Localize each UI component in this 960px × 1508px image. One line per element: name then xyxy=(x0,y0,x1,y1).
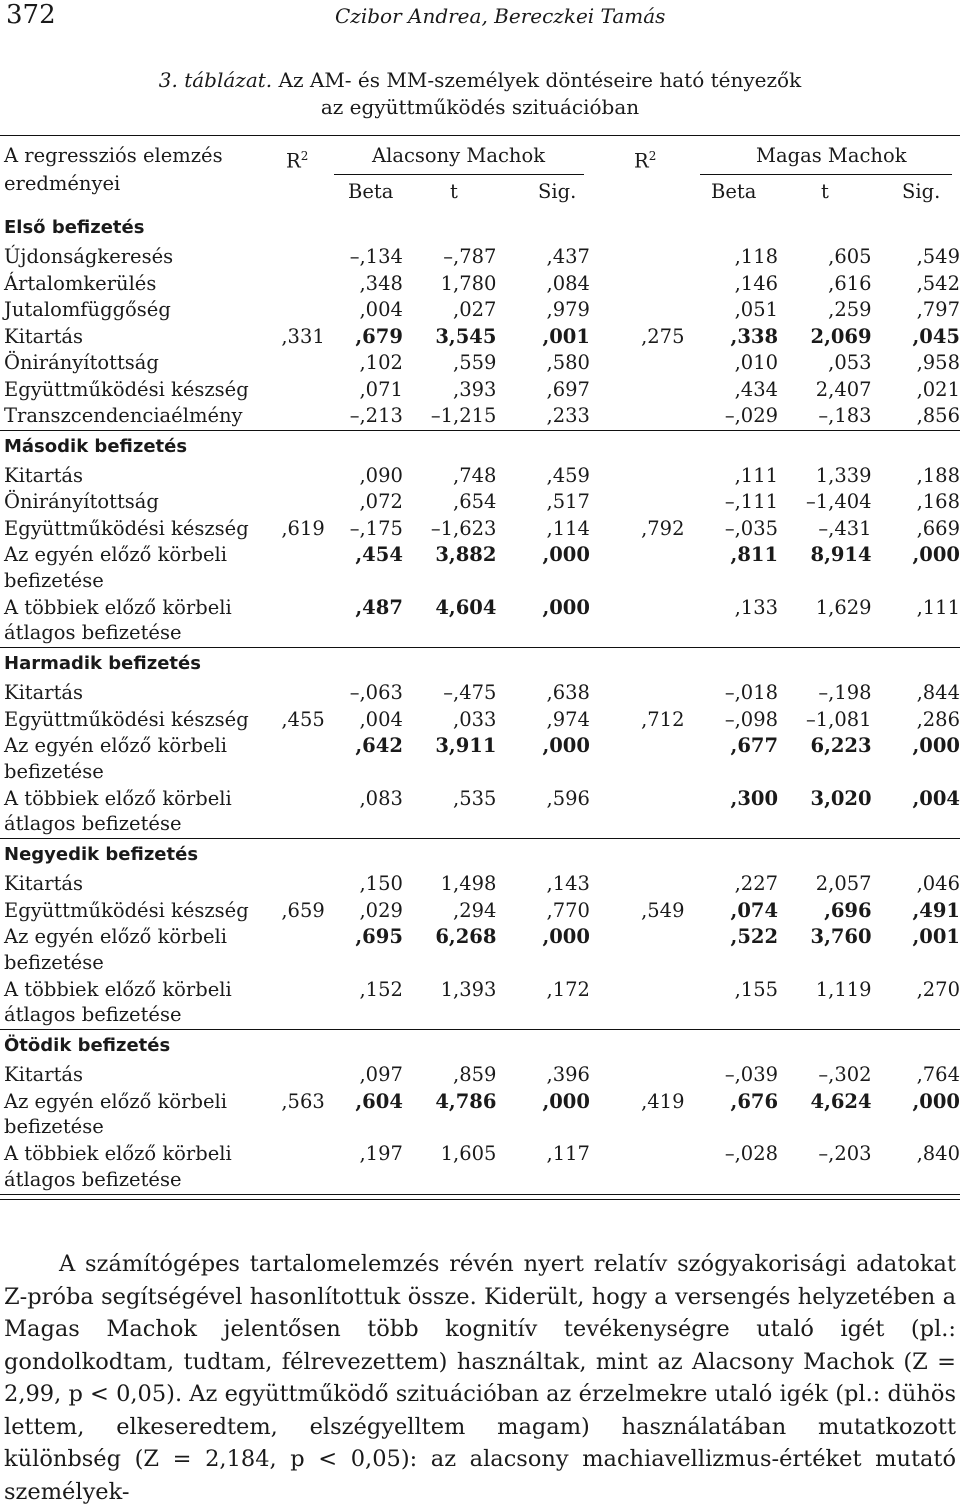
r2-low-cell xyxy=(273,463,324,490)
table-header-col1-line2: eredményei xyxy=(4,172,121,195)
table-row xyxy=(0,350,960,377)
table-row xyxy=(0,977,960,1004)
t-high-cell: 3,760 xyxy=(810,925,872,948)
t-low-cell: ,393 xyxy=(453,377,497,401)
r2-low-cell xyxy=(273,244,324,271)
predictor-label: Az egyén előző körbeli xyxy=(4,925,227,948)
r2-high-cell: ,549 xyxy=(641,898,685,922)
regression-table-body xyxy=(0,212,960,1194)
table-row xyxy=(0,595,960,622)
table-row xyxy=(0,924,960,951)
table-row xyxy=(0,542,960,569)
beta-low-cell: ,679 xyxy=(355,324,403,348)
predictor-label: Kitartás xyxy=(4,872,84,895)
predictor-label: Kitartás xyxy=(4,324,84,348)
sig-high-cell: ,958 xyxy=(916,351,960,374)
beta-low-cell: –,134 xyxy=(349,245,403,268)
sig-high-cell: ,797 xyxy=(916,298,960,321)
header-beta-low: Beta xyxy=(348,180,394,203)
r2-high-cell xyxy=(590,595,685,622)
table-row xyxy=(0,680,960,707)
table-row xyxy=(0,271,960,298)
table-caption-line2: az együttműködés szituációban xyxy=(320,95,640,119)
t-low-cell: 1,605 xyxy=(440,1142,497,1165)
t-high-cell: –,183 xyxy=(778,403,872,430)
r2-high-cell xyxy=(590,377,685,404)
beta-low-cell: –,175 xyxy=(349,516,403,540)
beta-low-cell: ,642 xyxy=(355,734,403,757)
t-low-cell: ,535 xyxy=(453,786,497,810)
r2-label: R xyxy=(634,149,649,173)
header-sig-high: Sig. xyxy=(902,180,941,203)
sig-high-cell: ,000 xyxy=(912,1089,960,1113)
t-low-cell: 3,911 xyxy=(435,734,497,757)
predictor-label: Kitartás xyxy=(4,681,84,704)
t-low-cell: 3,882 xyxy=(435,543,497,566)
sig-high-cell: ,549 xyxy=(916,245,960,268)
t-low-cell: ,654 xyxy=(453,490,497,513)
r2-high-cell xyxy=(590,871,685,898)
t-low-cell: 1,393 xyxy=(440,977,497,1001)
beta-low-cell: ,604 xyxy=(355,1089,403,1113)
section-title: Második befizetés xyxy=(4,435,188,457)
predictor-label-continued: átlagos befizetése xyxy=(0,1168,960,1195)
t-low-cell: ,559 xyxy=(453,351,497,374)
predictor-label-continued: átlagos befizetése xyxy=(0,621,960,648)
predictor-label: Ártalomkerülés xyxy=(4,271,157,295)
t-low-cell: ,027 xyxy=(453,298,497,321)
beta-high-cell: ,811 xyxy=(730,543,779,566)
t-low-cell: ,859 xyxy=(453,1063,497,1086)
r2-low-cell xyxy=(273,403,324,430)
running-head: Czibor Andrea, Bereczkei Tamás xyxy=(335,4,666,28)
predictor-label-continued: befizetése xyxy=(4,759,104,783)
section-title: Negyedik befizetés xyxy=(4,844,199,865)
sig-low-cell: ,979 xyxy=(546,298,590,321)
table-header-group-low: Alacsony Machok xyxy=(372,144,546,167)
t-high-cell: 1,339 xyxy=(815,463,872,487)
beta-low-cell: ,029 xyxy=(359,898,403,922)
body-paragraph xyxy=(4,1248,956,1508)
sig-low-cell: ,517 xyxy=(546,490,590,513)
r2-high-cell xyxy=(590,1141,685,1168)
t-low-cell: –,787 xyxy=(443,245,497,268)
table-caption-label: 3. táblázat. xyxy=(158,68,273,92)
beta-low-cell: ,152 xyxy=(359,977,403,1001)
r2-low-cell xyxy=(273,1141,324,1168)
page-number: 372 xyxy=(6,0,56,30)
beta-high-cell: ,010 xyxy=(734,351,779,374)
t-high-cell: –1,404 xyxy=(805,490,872,513)
predictor-label: A többiek előző körbeli xyxy=(4,786,232,810)
beta-high-cell: ,676 xyxy=(730,1089,779,1113)
beta-low-cell: –,213 xyxy=(325,403,403,430)
t-low-cell: 4,786 xyxy=(435,1089,497,1113)
group-high-underline xyxy=(700,174,952,175)
t-high-cell: 2,057 xyxy=(815,872,872,895)
beta-high-cell: ,338 xyxy=(730,324,779,348)
sig-high-cell: ,286 xyxy=(916,707,960,731)
r2-high-cell xyxy=(590,403,685,430)
t-low-cell: –1,623 xyxy=(430,516,497,540)
table-caption-title: Az AM- és MM-személyek döntéseire ható tényezők xyxy=(278,68,802,92)
sig-high-cell: ,001 xyxy=(912,925,960,948)
sig-low-cell: ,114 xyxy=(546,516,590,540)
t-low-cell: 4,604 xyxy=(435,595,497,619)
sig-low-cell: ,000 xyxy=(542,734,590,757)
sig-high-cell: ,764 xyxy=(916,1063,960,1086)
table-row xyxy=(0,324,960,351)
r2-low-cell xyxy=(273,489,324,516)
beta-low-cell: –,063 xyxy=(349,681,403,704)
table-row-continuation xyxy=(0,812,960,839)
predictor-label: Az egyén előző körbeli xyxy=(4,1089,227,1113)
table-row-continuation xyxy=(0,569,960,595)
r2-low-cell xyxy=(273,271,324,298)
r2-label: R xyxy=(286,149,301,173)
sig-high-cell: ,004 xyxy=(912,786,960,810)
predictor-label-continued: átlagos befizetése xyxy=(0,1003,960,1030)
t-high-cell: ,616 xyxy=(828,271,872,295)
sig-low-cell: ,000 xyxy=(542,595,590,619)
table-row-continuation xyxy=(0,951,960,977)
table-row xyxy=(0,489,960,516)
table-row xyxy=(0,463,960,490)
table-row xyxy=(0,1062,960,1089)
predictor-label: Újdonságkeresés xyxy=(4,245,174,268)
table-row xyxy=(0,244,960,271)
predictor-label: Együttműködési készség xyxy=(4,516,249,540)
t-high-cell: –,431 xyxy=(818,516,872,540)
body-paragraph-text: A számítógépes tartalomelemzés révén nyert relatív szógyakorisági adatokat Z-próba segítségével hasonlítottuk össze. Kiderült, hogy a versengés helyzetében a Magas Machok jelentősen több kognitív tevékenységre utaló igét (pl.: gondolkodtam, tudtam, félrevezettem) használtak, mint az Alacsony Machok (Z = 2,99, p < 0,05). Az együttműködő szituációban az érzelmekre utaló igék (pl.: dühös lettem, elkeseredtem, elszégyelltem magam) használatában mutatkozott különbség (Z = 2,184, p < 0,05): az alacsony machiavellizmus-értéket mutató személyek- xyxy=(4,1251,956,1505)
sig-high-cell: ,000 xyxy=(912,543,960,566)
predictor-label-continued: átlagos befizetése xyxy=(0,812,960,839)
r2-sup: 2 xyxy=(300,149,309,163)
header-sig-low: Sig. xyxy=(538,180,577,203)
table-row xyxy=(0,1089,960,1116)
beta-high-cell: –,035 xyxy=(724,516,779,540)
table-caption-line1 xyxy=(0,67,960,94)
beta-low-cell: ,083 xyxy=(359,786,403,810)
table-header-r2-high xyxy=(634,143,656,175)
beta-low-cell: ,487 xyxy=(355,595,403,619)
predictor-label: Jutalomfüggőség xyxy=(4,298,171,321)
table-row xyxy=(0,403,960,430)
r2-high-cell xyxy=(590,489,685,516)
table-row-continuation xyxy=(0,1168,960,1195)
sig-low-cell: ,437 xyxy=(546,245,590,268)
sig-low-cell: ,000 xyxy=(542,1089,590,1113)
r2-low-cell: ,331 xyxy=(281,324,325,348)
table-row xyxy=(0,707,960,734)
table-row xyxy=(0,377,960,404)
r2-high-cell xyxy=(590,463,685,490)
sig-low-cell: ,638 xyxy=(546,681,590,704)
sig-high-cell: ,168 xyxy=(916,490,960,513)
section-heading-row xyxy=(0,430,960,463)
t-high-cell: ,696 xyxy=(824,898,872,922)
t-high-cell: 3,020 xyxy=(810,786,872,810)
r2-high-cell xyxy=(590,350,685,377)
r2-low-cell xyxy=(273,786,324,813)
sig-low-cell: ,974 xyxy=(546,707,590,731)
sig-low-cell: ,580 xyxy=(546,351,590,374)
beta-low-cell: ,090 xyxy=(359,463,403,487)
beta-low-cell: ,150 xyxy=(359,872,403,895)
beta-high-cell: ,227 xyxy=(734,872,779,895)
beta-high-cell: –,028 xyxy=(724,1142,779,1165)
r2-low-cell xyxy=(273,733,324,760)
sig-low-cell: ,770 xyxy=(546,898,590,922)
r2-low-cell: ,563 xyxy=(281,1089,325,1113)
sig-low-cell: ,233 xyxy=(496,403,590,430)
predictor-label-continued: befizetése xyxy=(4,950,104,974)
table-row xyxy=(0,786,960,813)
section-heading-row xyxy=(0,839,960,872)
beta-high-cell: –,029 xyxy=(685,403,779,430)
predictor-label: Önirányítottság xyxy=(4,490,159,513)
sig-low-cell: ,396 xyxy=(546,1063,590,1086)
sig-high-cell: ,021 xyxy=(916,377,960,401)
sig-high-cell: ,046 xyxy=(916,872,960,895)
r2-high-cell: ,275 xyxy=(641,324,685,348)
sig-low-cell: ,697 xyxy=(546,377,590,401)
r2-high-cell xyxy=(590,924,685,951)
t-high-cell: ,259 xyxy=(828,298,872,321)
t-high-cell: 6,223 xyxy=(810,734,872,757)
beta-low-cell: ,004 xyxy=(359,707,403,731)
sig-low-cell: ,143 xyxy=(546,872,590,895)
r2-low-cell: ,619 xyxy=(281,516,325,540)
beta-high-cell: ,434 xyxy=(734,377,779,401)
beta-low-cell: ,695 xyxy=(355,925,403,948)
predictor-label: A többiek előző körbeli xyxy=(4,977,232,1001)
r2-low-cell: ,659 xyxy=(281,898,325,922)
sig-high-cell: ,669 xyxy=(916,516,960,540)
t-high-cell: 2,069 xyxy=(810,324,872,348)
sig-low-cell: ,172 xyxy=(546,977,590,1001)
section-title: Első befizetés xyxy=(4,217,145,238)
r2-low-cell xyxy=(273,350,324,377)
beta-high-cell: –,018 xyxy=(724,681,779,704)
r2-low-cell xyxy=(273,297,324,324)
sig-high-cell: ,856 xyxy=(872,403,960,430)
header-beta-high: Beta xyxy=(711,180,757,203)
t-high-cell: 8,914 xyxy=(810,543,872,566)
r2-high-cell xyxy=(590,680,685,707)
sig-high-cell: ,840 xyxy=(916,1142,960,1165)
t-high-cell: 2,407 xyxy=(815,377,872,401)
sig-high-cell: ,000 xyxy=(912,734,960,757)
table-row xyxy=(0,898,960,925)
page-header xyxy=(0,0,960,34)
beta-high-cell: ,133 xyxy=(734,595,779,619)
table-bottom-rule xyxy=(0,1199,960,1200)
sig-high-cell: ,542 xyxy=(916,271,960,295)
t-high-cell: –,203 xyxy=(818,1142,872,1165)
r2-high-cell: ,712 xyxy=(641,707,685,731)
beta-low-cell: ,072 xyxy=(359,490,403,513)
beta-low-cell: ,097 xyxy=(359,1063,403,1086)
r2-low-cell xyxy=(273,871,324,898)
beta-high-cell: ,146 xyxy=(734,271,779,295)
predictor-label: Együttműködési készség xyxy=(4,377,249,401)
beta-high-cell: ,118 xyxy=(734,245,779,268)
table-header-col1-line1: A regressziós elemzés xyxy=(4,144,223,167)
predictor-label-continued: befizetése xyxy=(4,568,104,592)
beta-high-cell: –,039 xyxy=(724,1063,779,1086)
sig-high-cell: ,111 xyxy=(916,595,960,619)
table-header-r2-low xyxy=(286,143,308,175)
t-high-cell: –,198 xyxy=(818,681,872,704)
t-high-cell: 1,629 xyxy=(815,595,872,619)
r2-high-cell: ,792 xyxy=(641,516,685,540)
sig-high-cell: ,491 xyxy=(912,898,960,922)
t-low-cell: 1,780 xyxy=(440,271,497,295)
table-top-rule xyxy=(0,135,960,136)
beta-low-cell: ,348 xyxy=(359,271,403,295)
table-row-continuation xyxy=(0,760,960,786)
r2-low-cell xyxy=(273,977,324,1004)
sig-low-cell: ,000 xyxy=(542,925,590,948)
t-high-cell: ,053 xyxy=(828,351,872,374)
beta-high-cell: ,051 xyxy=(734,298,779,321)
t-low-cell: –1,215 xyxy=(403,403,497,430)
r2-high-cell xyxy=(590,542,685,569)
t-low-cell: ,748 xyxy=(453,463,497,487)
r2-low-cell xyxy=(273,924,324,951)
r2-high-cell xyxy=(590,244,685,271)
beta-low-cell: ,197 xyxy=(359,1142,403,1165)
beta-high-cell: ,677 xyxy=(730,734,779,757)
sig-high-cell: ,270 xyxy=(916,977,960,1001)
t-high-cell: 4,624 xyxy=(810,1089,872,1113)
beta-high-cell: ,155 xyxy=(734,977,779,1001)
sig-low-cell: ,000 xyxy=(542,543,590,566)
t-low-cell: ,294 xyxy=(453,898,497,922)
beta-low-cell: ,071 xyxy=(359,377,403,401)
beta-high-cell: ,074 xyxy=(730,898,779,922)
t-high-cell: ,605 xyxy=(828,245,872,268)
t-low-cell: 6,268 xyxy=(435,925,497,948)
r2-low-cell xyxy=(273,377,324,404)
sig-low-cell: ,596 xyxy=(546,786,590,810)
predictor-label: Együttműködési készség xyxy=(4,707,249,731)
r2-low-cell xyxy=(273,680,324,707)
table-row xyxy=(0,871,960,898)
r2-high-cell xyxy=(590,786,685,813)
predictor-label: Transzcendenciaélmény xyxy=(0,403,273,430)
t-low-cell: –,475 xyxy=(443,681,497,704)
beta-high-cell: ,111 xyxy=(734,463,779,487)
predictor-label: Kitartás xyxy=(4,1063,84,1086)
beta-high-cell: –,098 xyxy=(724,707,779,731)
predictor-label: Kitartás xyxy=(4,463,84,487)
sig-low-cell: ,084 xyxy=(546,271,590,295)
sig-high-cell: ,045 xyxy=(912,324,960,348)
r2-high-cell: ,419 xyxy=(641,1089,685,1113)
table-row xyxy=(0,297,960,324)
t-high-cell: –,302 xyxy=(818,1063,872,1086)
beta-low-cell: ,004 xyxy=(359,298,403,321)
table-row xyxy=(0,1141,960,1168)
t-low-cell: 3,545 xyxy=(435,324,497,348)
predictor-label: Együttműködési készség xyxy=(4,898,249,922)
table-row xyxy=(0,516,960,543)
t-low-cell: ,033 xyxy=(453,707,497,731)
sig-low-cell: ,117 xyxy=(546,1142,590,1165)
section-heading-row xyxy=(0,212,960,244)
table-row-continuation xyxy=(0,621,960,648)
r2-high-cell xyxy=(590,271,685,298)
r2-low-cell xyxy=(273,1062,324,1089)
r2-high-cell xyxy=(590,733,685,760)
predictor-label: A többiek előző körbeli xyxy=(4,595,232,619)
r2-high-cell xyxy=(590,1062,685,1089)
r2-sup: 2 xyxy=(648,149,657,163)
t-high-cell: 1,119 xyxy=(815,977,872,1001)
beta-high-cell: ,300 xyxy=(730,786,779,810)
t-high-cell: –1,081 xyxy=(805,707,872,731)
section-heading-row xyxy=(0,1030,960,1063)
header-t-low: t xyxy=(450,180,458,203)
predictor-label: A többiek előző körbeli xyxy=(4,1142,232,1165)
table-row-continuation xyxy=(0,1003,960,1030)
table-header-group-high: Magas Machok xyxy=(756,144,907,167)
predictor-label-continued: befizetése xyxy=(4,1115,104,1138)
predictor-label: Önirányítottság xyxy=(4,351,159,374)
r2-high-cell xyxy=(590,977,685,1004)
beta-high-cell: –,111 xyxy=(724,490,779,513)
beta-low-cell: ,102 xyxy=(359,351,403,374)
section-heading-row xyxy=(0,648,960,681)
r2-high-cell xyxy=(590,297,685,324)
sig-high-cell: ,844 xyxy=(916,681,960,704)
section-title: Harmadik befizetés xyxy=(4,653,201,674)
header-t-high: t xyxy=(821,180,829,203)
beta-low-cell: ,454 xyxy=(355,543,403,566)
r2-low-cell xyxy=(273,542,324,569)
table-row-continuation xyxy=(0,1115,960,1141)
group-low-underline xyxy=(334,174,584,175)
beta-high-cell: ,522 xyxy=(730,925,779,948)
regression-table xyxy=(0,212,960,1195)
sig-low-cell: ,001 xyxy=(542,324,590,348)
t-low-cell: 1,498 xyxy=(440,872,497,895)
predictor-label: Az egyén előző körbeli xyxy=(4,734,227,757)
r2-low-cell: ,455 xyxy=(281,707,325,731)
sig-high-cell: ,188 xyxy=(916,463,960,487)
sig-low-cell: ,459 xyxy=(546,463,590,487)
predictor-label: Az egyén előző körbeli xyxy=(4,543,227,566)
section-title: Ötödik befizetés xyxy=(4,1035,171,1056)
table-row xyxy=(0,733,960,760)
r2-low-cell xyxy=(273,595,324,622)
